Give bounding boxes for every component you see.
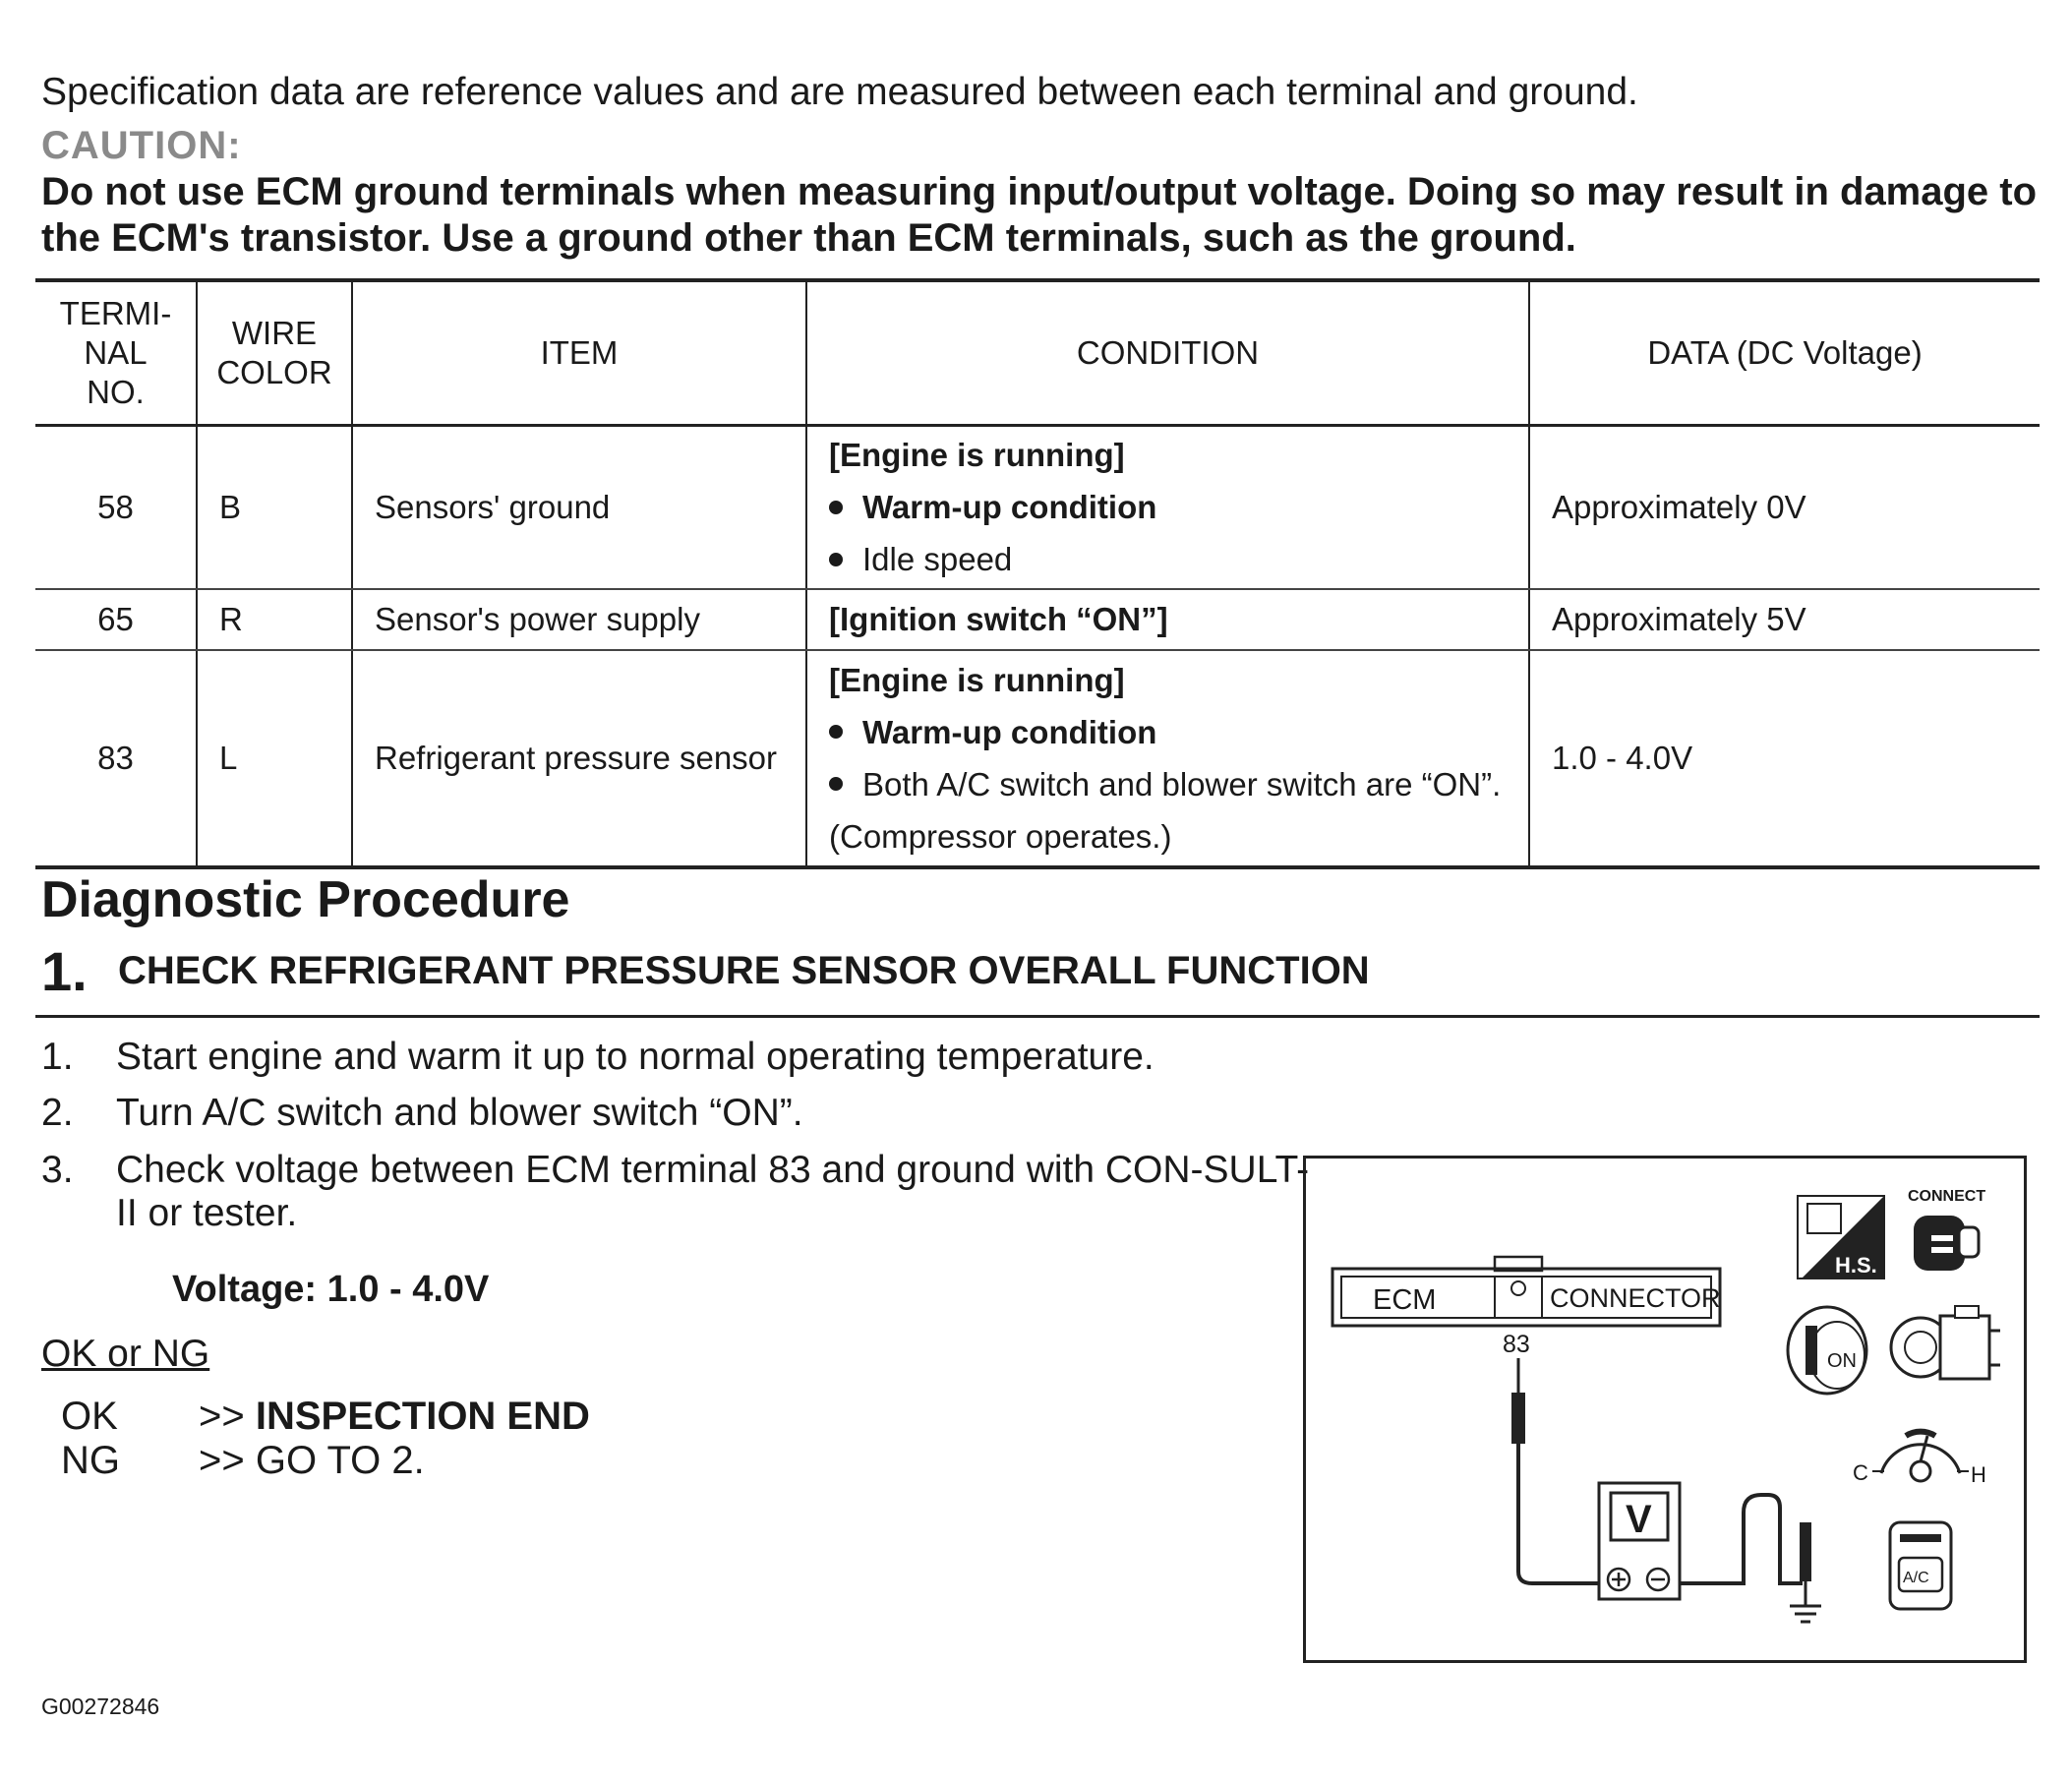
terminal-cell: 65 bbox=[35, 589, 197, 650]
data-cell: Approximately 5V bbox=[1529, 589, 2040, 650]
condition-cell bbox=[806, 589, 1529, 650]
data-cell: 1.0 - 4.0V bbox=[1529, 650, 2040, 867]
condition-bullet: Warm-up condition bbox=[829, 706, 1507, 758]
condition-cell bbox=[806, 426, 1529, 589]
svg-text:CONNECTOR: CONNECTOR bbox=[1550, 1283, 1721, 1313]
svg-text:ECM: ECM bbox=[1373, 1284, 1437, 1316]
table-header-row bbox=[35, 280, 2040, 426]
header-terminal: TERMI- NAL NO. bbox=[35, 280, 197, 426]
condition-bullet: Both A/C switch and blower switch are “ON”. bbox=[829, 758, 1507, 810]
bullet-icon bbox=[829, 501, 843, 514]
wire-cell: B bbox=[197, 426, 352, 589]
figure-id: G00272846 bbox=[41, 1694, 160, 1719]
condition-heading: [Engine is running] bbox=[829, 661, 1125, 698]
ignition-on-icon bbox=[1788, 1307, 1866, 1394]
step-title: CHECK REFRIGERANT PRESSURE SENSOR OVERALL FUNCTION bbox=[118, 949, 1370, 992]
wiring-diagram bbox=[1303, 1156, 2027, 1663]
svg-text:C: C bbox=[1853, 1460, 1868, 1485]
table-row bbox=[35, 589, 2040, 650]
condition-heading: [Ignition switch “ON”] bbox=[829, 601, 1168, 637]
condition-heading: [Engine is running] bbox=[829, 437, 1125, 474]
condition-note: (Compressor operates.) bbox=[829, 817, 1172, 855]
terminal-spec-table bbox=[35, 278, 2040, 869]
table-row bbox=[35, 426, 2040, 589]
terminal-cell: 58 bbox=[35, 426, 197, 589]
caution-text: Do not use ECM ground terminals when measuring input/output voltage. Doing so may result in damage to the ECM's transistor. Use a ground other than ECM terminals, such as the ground. bbox=[41, 170, 2038, 260]
data-cell: Approximately 0V bbox=[1529, 426, 2040, 589]
caution-label: CAUTION: bbox=[41, 124, 242, 167]
svg-text:CONNECT: CONNECT bbox=[1908, 1188, 1986, 1205]
terminal-label: 83 bbox=[1503, 1331, 1530, 1358]
wire-cell: R bbox=[197, 589, 352, 650]
terminal-cell: 83 bbox=[35, 650, 197, 867]
engine-running-icon bbox=[1891, 1306, 2000, 1379]
divider bbox=[35, 1015, 2040, 1018]
item-cell: Refrigerant pressure sensor bbox=[352, 650, 806, 867]
item-cell: Sensor's power supply bbox=[352, 589, 806, 650]
svg-text:V: V bbox=[1626, 1498, 1652, 1541]
voltmeter-icon bbox=[1599, 1483, 1680, 1599]
result-action: INSPECTION END bbox=[255, 1395, 590, 1438]
bullet-icon bbox=[829, 777, 843, 791]
svg-text:H: H bbox=[1971, 1462, 1986, 1487]
temperature-gauge-icon bbox=[1853, 1432, 1986, 1487]
intro-text: Specification data are reference values and are measured between each terminal and ground. bbox=[41, 71, 1638, 113]
ac-switch-icon bbox=[1890, 1522, 1951, 1609]
table-row bbox=[35, 650, 2040, 867]
svg-text:H.S.: H.S. bbox=[1835, 1253, 1877, 1278]
condition-cell bbox=[806, 650, 1529, 867]
header-condition: CONDITION bbox=[806, 280, 1529, 426]
bullet-icon bbox=[829, 725, 843, 739]
wire-cell: L bbox=[197, 650, 352, 867]
condition-bullet: Warm-up condition bbox=[829, 481, 1507, 533]
voltage-spec: Voltage: 1.0 - 4.0V bbox=[172, 1269, 490, 1310]
header-wire-color: WIRE COLOR bbox=[197, 280, 352, 426]
header-data: DATA (DC Voltage) bbox=[1529, 280, 2040, 426]
svg-text:A/C: A/C bbox=[1903, 1570, 1929, 1586]
svg-text:ON: ON bbox=[1827, 1350, 1857, 1372]
ecm-connector bbox=[1332, 1257, 1721, 1326]
wiring-diagram-svg bbox=[1306, 1159, 2024, 1660]
bullet-icon bbox=[829, 553, 843, 566]
ok-ng-heading: OK or NG bbox=[41, 1333, 210, 1375]
item-cell: Sensors' ground bbox=[352, 426, 806, 589]
hand-tool-hs-icon bbox=[1798, 1196, 1884, 1278]
section-title: Diagnostic Procedure bbox=[41, 871, 570, 928]
condition-bullet: Idle speed bbox=[829, 533, 1507, 585]
connect-icon bbox=[1908, 1188, 1985, 1271]
step-number: 1. bbox=[41, 940, 88, 1002]
header-item: ITEM bbox=[352, 280, 806, 426]
result-action: GO TO 2. bbox=[255, 1439, 425, 1482]
